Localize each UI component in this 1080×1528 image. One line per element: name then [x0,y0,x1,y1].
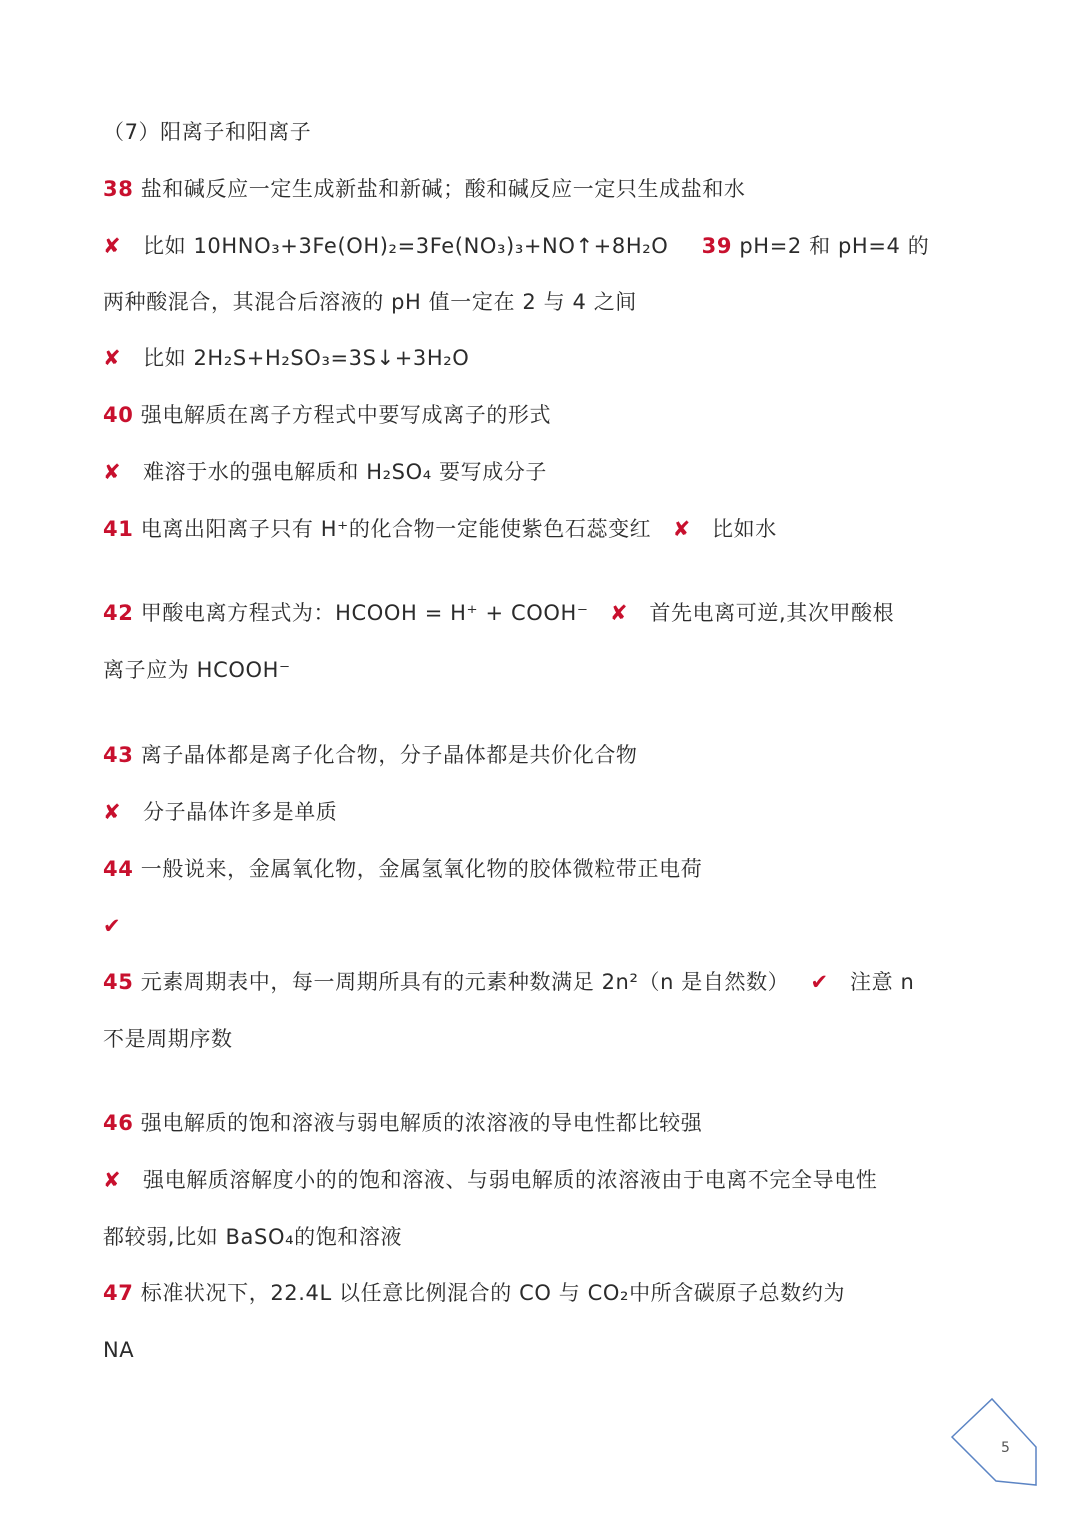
answer-45-cont: 不是周期序数 [103,1027,233,1051]
item-number: 44 [103,857,134,881]
statement-39-cont: 两种酸混合，其混合后溶液的 pH 值一定在 2 与 4 之间 [103,290,637,314]
answer-42-cont: 离子应为 HCOOH⁻ [103,658,291,682]
answer-text: 比如 10HNO₃+3Fe(OH)₂=3Fe(NO₃)₃+NO↑+8H₂O [143,234,669,258]
statement-41 [103,513,777,545]
statement-43 [103,739,638,771]
statement-text: 离子晶体都是离子化合物，分子晶体都是共价化合物 [140,743,638,767]
statement-44 [103,853,702,885]
item-number: 41 [103,517,134,541]
wrong-icon: ✘ [609,601,629,625]
answer-43 [103,796,337,828]
page-number: 5 [1001,1440,1010,1456]
answer-text: 首先电离可逆,其次甲酸根 [649,601,895,625]
item-number: 46 [103,1111,134,1135]
statement-text: 标准状况下，22.4L 以任意比例混合的 CO 与 CO₂中所含碳原子总数约为 [140,1281,846,1305]
answer-39 [103,342,469,374]
wrong-icon: ✘ [103,460,122,484]
answer-text: 分子晶体许多是单质 [143,800,338,824]
wrong-icon: ✘ [103,346,122,370]
item-number: 40 [103,403,134,427]
item-number: 42 [103,601,134,625]
statement-text: pH=2 和 pH=4 的 [739,234,930,258]
item-number: 38 [103,177,134,201]
answer-46-cont: 都较弱,比如 BaSO₄的饱和溶液 [103,1225,403,1249]
answer-44 [103,910,143,942]
statement-text: 一般说来，金属氧化物，金属氢氧化物的胶体微粒带正电荷 [140,857,703,881]
statement-text: 强电解质在离子方程式中要写成离子的形式 [140,403,552,427]
check-icon: ✔ [810,970,829,994]
wrong-icon: ✘ [103,800,122,824]
subheading-cation-cation: （7）阳离子和阳离子 [103,120,312,144]
statement-text: 盐和碱反应一定生成新盐和新碱；酸和碱反应一定只生成盐和水 [140,177,746,201]
statement-47-cont: NA [103,1338,135,1362]
answer-text: 比如水 [712,517,777,541]
statement-46 [103,1107,702,1139]
answer-text: 注意 n [850,970,915,994]
wrong-icon: ✘ [672,517,691,541]
statement-47 [103,1277,845,1309]
statement-text: 强电解质的饱和溶液与弱电解质的浓溶液的导电性都比较强 [140,1111,703,1135]
check-icon: ✔ [103,914,122,938]
answer-38 [103,230,929,262]
page-number-badge-icon [946,1395,1042,1491]
statement-38 [103,173,746,205]
answer-text: 强电解质溶解度小的的饱和溶液、与弱电解质的浓溶液由于电离不完全导电性 [143,1168,878,1192]
statement-45 [103,966,914,998]
answer-text: 比如 2H₂S+H₂SO₃=3S↓+3H₂O [143,346,470,370]
item-number: 43 [103,743,134,767]
answer-40 [103,456,547,488]
item-number: 47 [103,1281,134,1305]
statement-text: 元素周期表中，每一周期所具有的元素种数满足 2n²（n 是自然数） [140,970,790,994]
statement-text: 电离出阳离子只有 H⁺的化合物一定能使紫色石蕊变红 [140,517,652,541]
wrong-icon: ✘ [103,234,122,258]
statement-42 [103,597,894,629]
statement-text: 甲酸电离方程式为：HCOOH = H⁺ + COOH⁻ [140,601,589,625]
statement-40 [103,399,551,431]
item-number: 45 [103,970,134,994]
answer-46 [103,1164,877,1196]
item-number: 39 [701,234,733,258]
wrong-icon: ✘ [103,1168,122,1192]
answer-text: 难溶于水的强电解质和 H₂SO₄ 要写成分子 [143,460,548,484]
